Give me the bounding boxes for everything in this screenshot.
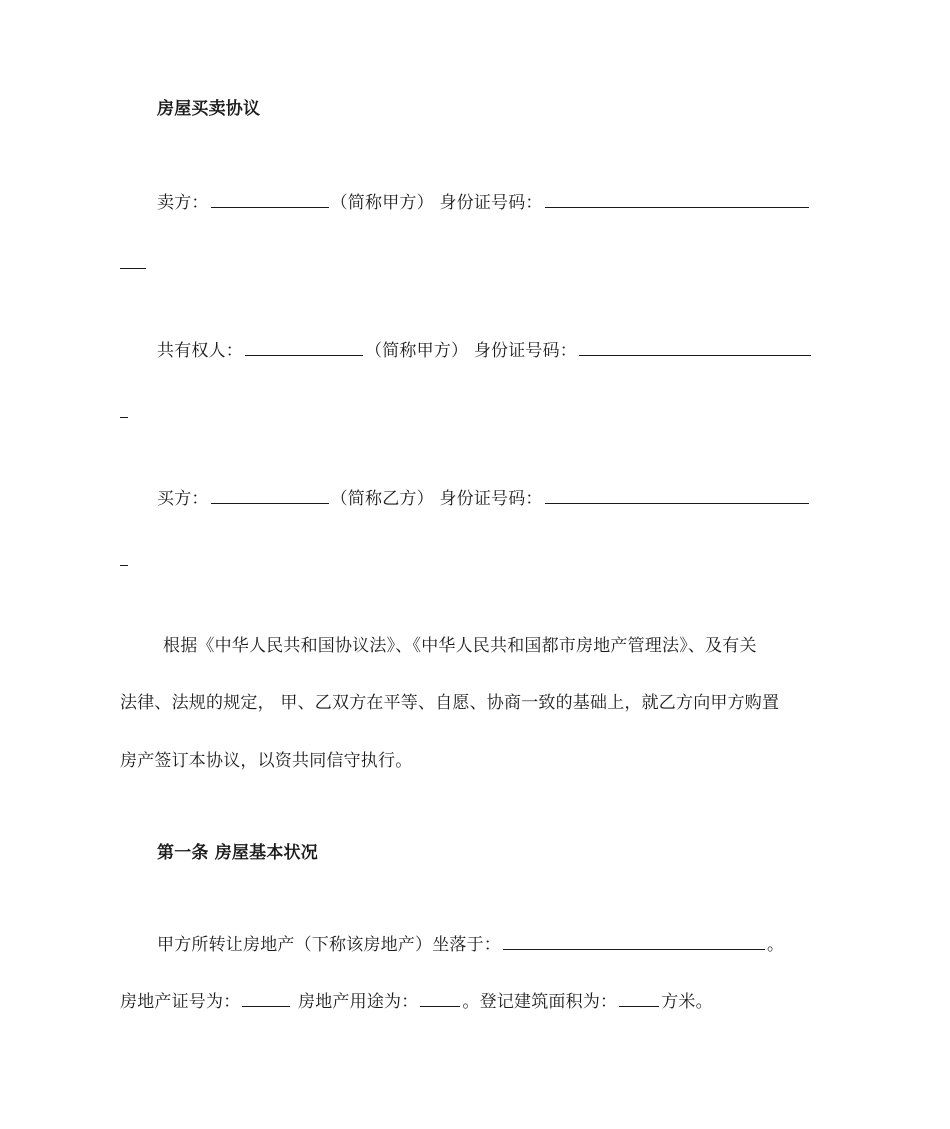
seller-id-blank-tail bbox=[120, 267, 146, 269]
use-end: 。 bbox=[462, 992, 480, 1012]
area-unit: 方米。 bbox=[661, 992, 713, 1012]
cert-label: 房地产证号为： bbox=[120, 992, 241, 1012]
seller-name-blank[interactable] bbox=[211, 190, 329, 208]
preamble-line-1: 根据《中华人民共和国协议法》、《中华人民共和国都市房地产管理法》、及有关 bbox=[163, 636, 757, 656]
buyer-line bbox=[157, 486, 811, 510]
use-blank[interactable] bbox=[420, 989, 460, 1007]
location-blank[interactable] bbox=[503, 932, 765, 950]
article1-title: 第一条 房屋基本状况 bbox=[157, 843, 318, 863]
buyer-id-blank[interactable] bbox=[545, 486, 809, 504]
coowner-id-blank[interactable] bbox=[579, 338, 811, 356]
buyer-name-blank[interactable] bbox=[211, 486, 329, 504]
coowner-line bbox=[157, 338, 813, 362]
buyer-id-label: 身份证号码： bbox=[439, 489, 543, 509]
buyer-id-blank-tail bbox=[120, 564, 128, 566]
coowner-abbr: （简称甲方） bbox=[365, 341, 469, 361]
area-label: 登记建筑面积为： bbox=[479, 992, 618, 1012]
cert-blank[interactable] bbox=[242, 989, 290, 1007]
buyer-abbr: （简称乙方） bbox=[330, 489, 434, 509]
seller-id-label: 身份证号码： bbox=[439, 193, 543, 213]
preamble-line-2: 法律、法规的规定， 甲、乙双方在平等、自愿、协商一致的基础上，就乙方向甲方购置 bbox=[120, 693, 780, 713]
seller-abbr: （简称甲方） bbox=[330, 193, 434, 213]
document-title: 房屋买卖协议 bbox=[157, 99, 261, 119]
seller-line bbox=[157, 190, 811, 214]
location-label: 甲方所转让房地产（下称该房地产）坐落于： bbox=[157, 935, 501, 955]
seller-id-blank[interactable] bbox=[545, 190, 809, 208]
article1-location-line bbox=[157, 932, 784, 956]
seller-label: 卖方： bbox=[157, 193, 209, 213]
preamble-line-3: 房产签订本协议，以资共同信守执行。 bbox=[120, 751, 413, 771]
coowner-id-blank-tail bbox=[120, 416, 128, 418]
coowner-name-blank[interactable] bbox=[245, 338, 363, 356]
coowner-id-label: 身份证号码： bbox=[473, 341, 578, 361]
use-label: 房地产用途为： bbox=[298, 992, 419, 1012]
article1-details-line bbox=[120, 989, 713, 1013]
location-end: 。 bbox=[767, 935, 785, 955]
coowner-label: 共有权人： bbox=[157, 341, 243, 361]
area-blank[interactable] bbox=[619, 989, 659, 1007]
buyer-label: 买方： bbox=[157, 489, 209, 509]
